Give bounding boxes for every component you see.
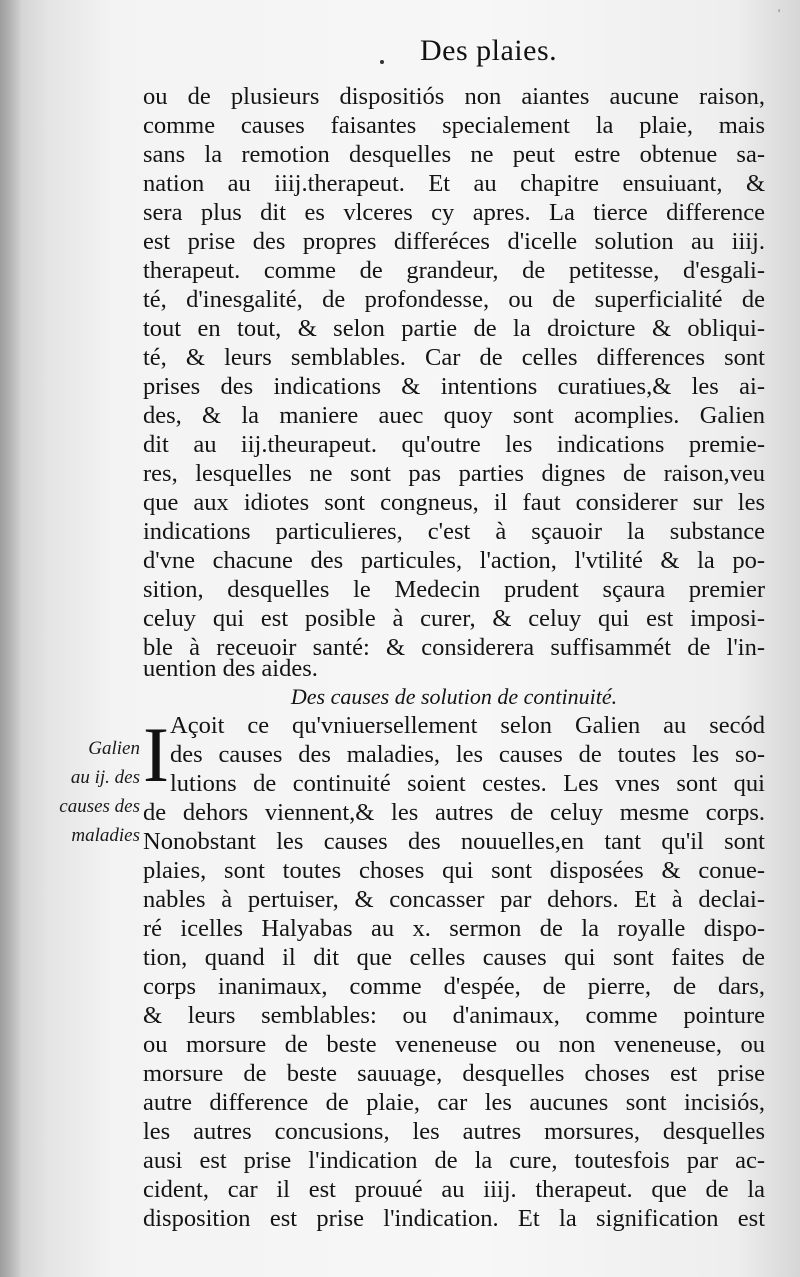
text-line: plaies, sont toutes choses qui sont disposées & conue- xyxy=(143,857,765,884)
text-line: sans la remotion desquelles ne peut estre obtenue sa- xyxy=(143,141,765,168)
text-line: corps inanimaux, comme d'espée, de pierre, de dars, xyxy=(143,973,765,1000)
margin-note-line: causes des xyxy=(59,796,140,817)
text-line: des causes des maladies, les causes de toutes les so- xyxy=(170,741,765,768)
text-line: comme causes faisantes specialement la plaie, mais xyxy=(143,112,765,139)
text-line: est prise des propres differéces d'icelle solution au iiij. xyxy=(143,228,765,255)
text-line: therapeut. comme de grandeur, de petitesse, d'esgali- xyxy=(143,257,765,284)
text-line: de dehors viennent,& les autres de celuy mesme corps. xyxy=(143,799,765,826)
margin-note-line: maladies xyxy=(71,825,140,846)
text-line: ble à receuoir santé: & considerera suffisammét de l'in- xyxy=(143,634,765,661)
text-line: uention des aides. xyxy=(143,655,318,682)
text-line: ou de plusieurs dispositiós non aiantes aucune raison, xyxy=(143,83,765,110)
text-line: autre difference de plaie, car les aucunes sont incisiós, xyxy=(143,1089,765,1116)
text-line: sition, desquelles le Medecin prudent sçaura premier xyxy=(143,576,765,603)
section-heading: Des causes de solution de continuité. xyxy=(290,684,618,709)
text-line: & leurs semblables: ou d'animaux, comme pointure xyxy=(143,1002,765,1029)
ink-dot xyxy=(380,60,384,64)
text-line: d'vne chacune des particules, l'action, l'vtilité & la po- xyxy=(143,547,765,574)
text-line: cident, car il est prouué au iiij. therapeut. que de la xyxy=(143,1176,765,1203)
text-line: celuy qui est posible à curer, & celuy qui est imposi- xyxy=(143,605,765,632)
text-line: tout en tout, & selon partie de la droicture & obliqui- xyxy=(143,315,765,342)
text-line: té, d'inesgalité, de profondesse, ou de superficialité de xyxy=(143,286,765,313)
text-line: morsure de beste sauuage, desquelles choses est prise xyxy=(143,1060,765,1087)
text-line: nation au iiij.therapeut. Et au chapitre ensuiuant, & xyxy=(143,170,765,197)
text-line: prises des indications & intentions curatiues,& les ai- xyxy=(143,373,765,400)
text-line: ausi est prise l'indication de la cure, toutesfois par ac- xyxy=(143,1147,765,1174)
margin-note-line: Galien xyxy=(88,738,140,759)
text-line: indications particulieres, c'est à sçauoir la substance xyxy=(143,518,765,545)
text-line: sera plus dit es vlceres cy apres. La tierce difference xyxy=(143,199,765,226)
text-line: res, lesquelles ne sont pas parties dignes de raison,veu xyxy=(143,460,765,487)
text-line: Açoit ce qu'vniuersellement selon Galien au secód xyxy=(170,712,765,739)
text-line: disposition est prise l'indication. Et la signification est xyxy=(143,1205,765,1232)
text-line: tion, quand il dit que celles causes qui sont faites de xyxy=(143,944,765,971)
text-line: que aux idiotes sont congneus, il faut considerer sur les xyxy=(143,489,765,516)
text-line: ré icelles Halyabas au x. sermon de la royalle dispo- xyxy=(143,915,765,942)
running-head: Des plaies. xyxy=(420,34,558,67)
text-line: té, & leurs semblables. Car de celles differences sont xyxy=(143,344,765,371)
drop-cap: I xyxy=(143,711,169,798)
page-corner-mark: ' xyxy=(778,6,781,20)
margin-note xyxy=(40,734,140,850)
text-line: des, & la maniere auec quoy sont acomplies. Galien xyxy=(143,402,765,429)
text-line: Nonobstant les causes des nouuelles,en tant qu'il sont xyxy=(143,828,765,855)
text-line: lutions de continuité soient cestes. Les vnes sont qui xyxy=(170,770,765,797)
text-line: nables à pertuiser, & concasser par dehors. Et à declai- xyxy=(143,886,765,913)
text-line: ou morsure de beste veneneuse ou non veneneuse, ou xyxy=(143,1031,765,1058)
margin-note-line: au ij. des xyxy=(70,767,140,788)
text-line: dit au iij.theurapeut. qu'outre les indications premie- xyxy=(143,431,765,458)
text-line: les autres concusions, les autres morsures, desquelles xyxy=(143,1118,765,1145)
